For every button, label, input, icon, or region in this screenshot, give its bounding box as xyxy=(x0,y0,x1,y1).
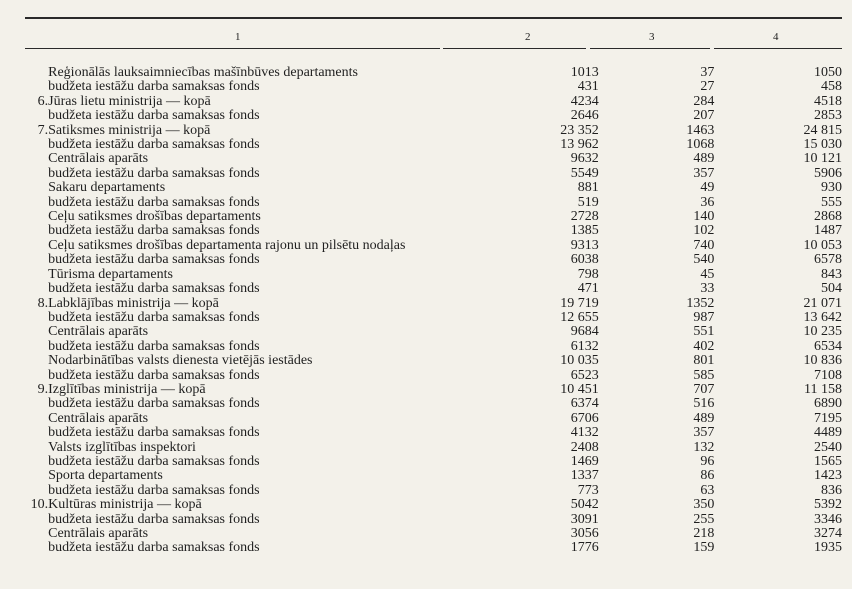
row-value-col4: 836 xyxy=(821,482,842,498)
row-value-col2: 4132 xyxy=(570,425,599,441)
row-label: budžeta iestāžu darba samaksas fonds xyxy=(48,482,260,498)
table-row xyxy=(20,167,842,181)
row-label: budžeta iestāžu darba samaksas fonds xyxy=(48,252,260,268)
row-value-col2: 881 xyxy=(577,180,599,196)
row-value-col3: 37 xyxy=(700,65,715,80)
row-value-col4: 11 158 xyxy=(804,381,842,397)
row-value-col3: 402 xyxy=(693,338,715,354)
row-value-col2: 19 719 xyxy=(560,295,599,311)
row-label: budžeta iestāžu darba samaksas fonds xyxy=(48,79,260,95)
row-number: 6. xyxy=(37,93,49,109)
row-value-col4: 2540 xyxy=(814,439,842,455)
row-label: budžeta iestāžu darba samaksas fonds xyxy=(48,223,260,239)
row-value-col2: 1013 xyxy=(570,65,599,80)
row-value-col4: 1423 xyxy=(814,468,842,484)
row-value-col3: 987 xyxy=(693,309,715,325)
row-value-col2: 2728 xyxy=(570,209,599,225)
row-value-col4: 4518 xyxy=(814,93,842,109)
row-number xyxy=(20,325,48,339)
header-col-2: 2 xyxy=(525,31,531,43)
table-row xyxy=(20,441,842,455)
header-rule-1 xyxy=(25,48,440,49)
row-value-col2: 1469 xyxy=(570,453,599,469)
row-number xyxy=(20,541,48,555)
row-number xyxy=(20,109,48,123)
row-value-col3: 585 xyxy=(693,367,715,383)
row-number xyxy=(20,196,48,210)
table-row xyxy=(20,541,842,555)
table-row xyxy=(20,239,842,253)
table-row xyxy=(20,138,842,152)
row-value-col3: 36 xyxy=(700,194,715,210)
table-row xyxy=(20,325,842,339)
row-value-col3: 540 xyxy=(693,252,715,268)
row-value-col3: 1352 xyxy=(686,295,715,311)
table-row xyxy=(20,484,842,498)
header-rule-3 xyxy=(590,48,710,49)
row-number xyxy=(20,340,48,354)
row-value-col4: 1487 xyxy=(814,223,842,239)
row-value-col3: 801 xyxy=(693,353,715,369)
row-value-col2: 6523 xyxy=(570,367,599,383)
row-value-col3: 132 xyxy=(693,439,715,455)
row-value-col3: 207 xyxy=(693,108,715,124)
table-row xyxy=(20,340,842,354)
row-value-col3: 740 xyxy=(693,237,715,253)
row-number xyxy=(20,138,48,152)
row-label: Nodarbinātības valsts dienesta vietējās iestādes xyxy=(48,353,313,369)
header-col-4: 4 xyxy=(773,31,779,43)
row-label: Satiksmes ministrija — kopā xyxy=(48,122,211,138)
row-value-col3: 516 xyxy=(693,396,715,412)
row-number xyxy=(20,484,48,498)
table-row xyxy=(20,66,842,80)
row-value-col2: 2646 xyxy=(570,108,599,124)
table-row xyxy=(20,196,842,210)
table-row xyxy=(20,455,842,469)
row-label: budžeta iestāžu darba samaksas fonds xyxy=(48,108,260,124)
row-value-col3: 489 xyxy=(693,410,715,426)
row-value-col2: 10 035 xyxy=(560,353,599,369)
table-row xyxy=(20,311,842,325)
row-value-col3: 707 xyxy=(693,381,715,397)
row-number xyxy=(20,253,48,267)
table-row xyxy=(20,253,842,267)
row-label: Centrālais aparāts xyxy=(48,324,149,340)
row-number: 9. xyxy=(37,381,49,397)
table-row xyxy=(20,224,842,238)
row-label: budžeta iestāžu darba samaksas fonds xyxy=(48,540,260,556)
header-col-3: 3 xyxy=(649,31,655,43)
row-value-col2: 4234 xyxy=(570,93,599,109)
row-value-col4: 504 xyxy=(821,281,842,297)
row-value-col4: 21 071 xyxy=(803,295,842,311)
table-row xyxy=(20,513,842,527)
row-label: Ceļu satiksmes drošības departaments xyxy=(48,209,261,225)
row-label: Jūras lietu ministrija — kopā xyxy=(48,93,211,109)
row-label: Centrālais aparāts xyxy=(48,151,149,167)
row-value-col4: 1935 xyxy=(814,540,842,556)
row-value-col2: 1337 xyxy=(570,468,599,484)
row-number xyxy=(20,469,48,483)
row-number xyxy=(20,210,48,224)
row-label: budžeta iestāžu darba samaksas fonds xyxy=(48,281,260,297)
table-header xyxy=(25,27,842,45)
row-value-col4: 5392 xyxy=(814,497,842,513)
row-value-col4: 3346 xyxy=(814,511,842,527)
table-row xyxy=(20,527,842,541)
row-label: Tūrisma departaments xyxy=(48,266,173,282)
row-value-col2: 471 xyxy=(577,281,599,297)
row-value-col3: 27 xyxy=(700,79,715,95)
row-number xyxy=(20,412,48,426)
row-value-col3: 63 xyxy=(700,482,715,498)
row-label: Valsts izglītības inspektori xyxy=(48,439,196,455)
row-number: 10. xyxy=(30,497,49,513)
row-value-col2: 9632 xyxy=(570,151,599,167)
row-number: 7. xyxy=(37,122,49,138)
row-value-col2: 1776 xyxy=(570,540,599,556)
row-value-col2: 9684 xyxy=(570,324,599,340)
table-row xyxy=(20,80,842,94)
row-value-col2: 2408 xyxy=(570,439,599,455)
row-value-col4: 10 836 xyxy=(803,353,842,369)
row-value-col3: 33 xyxy=(700,281,715,297)
row-value-col4: 10 053 xyxy=(803,237,842,253)
row-number xyxy=(20,527,48,541)
row-value-col3: 350 xyxy=(693,497,715,513)
row-number: 8. xyxy=(37,295,49,311)
table-row xyxy=(20,354,842,368)
row-value-col2: 3091 xyxy=(570,511,599,527)
table-row xyxy=(20,181,842,195)
row-number xyxy=(20,397,48,411)
row-label: Sakaru departaments xyxy=(48,180,166,196)
table-row xyxy=(20,383,842,397)
row-number xyxy=(20,513,48,527)
row-number xyxy=(20,354,48,368)
table-row xyxy=(20,210,842,224)
row-value-col4: 1565 xyxy=(814,453,842,469)
row-label: budžeta iestāžu darba samaksas fonds xyxy=(48,425,260,441)
table-row xyxy=(20,369,842,383)
row-value-col4: 843 xyxy=(821,266,842,282)
row-number xyxy=(20,369,48,383)
table-row xyxy=(20,297,842,311)
table-row xyxy=(20,268,842,282)
row-number xyxy=(20,441,48,455)
row-value-col4: 1050 xyxy=(814,65,842,80)
row-value-col4: 7195 xyxy=(814,410,842,426)
row-label: budžeta iestāžu darba samaksas fonds xyxy=(48,396,260,412)
row-number xyxy=(20,282,48,296)
row-label: budžeta iestāžu darba samaksas fonds xyxy=(48,367,260,383)
table-row xyxy=(20,109,842,123)
row-value-col4: 6578 xyxy=(814,252,842,268)
row-label: budžeta iestāžu darba samaksas fonds xyxy=(48,309,260,325)
row-value-col2: 6132 xyxy=(570,338,599,354)
row-value-col3: 140 xyxy=(693,209,715,225)
row-label: budžeta iestāžu darba samaksas fonds xyxy=(48,194,260,210)
row-value-col4: 458 xyxy=(821,79,842,95)
row-number xyxy=(20,167,48,181)
row-value-col2: 773 xyxy=(577,482,599,498)
table-row xyxy=(20,469,842,483)
row-value-col3: 45 xyxy=(700,266,715,282)
row-value-col2: 23 352 xyxy=(560,122,599,138)
row-value-col3: 255 xyxy=(693,511,715,527)
row-value-col4: 930 xyxy=(821,180,842,196)
row-value-col3: 218 xyxy=(693,526,715,541)
row-value-col4: 555 xyxy=(821,194,842,210)
row-label: budžeta iestāžu darba samaksas fonds xyxy=(48,511,260,527)
row-value-col4: 24 815 xyxy=(803,122,842,138)
row-value-col3: 284 xyxy=(693,93,715,109)
table-row xyxy=(20,397,842,411)
table-row xyxy=(20,95,842,109)
row-number xyxy=(20,455,48,469)
row-value-col2: 12 655 xyxy=(560,309,599,325)
row-value-col3: 489 xyxy=(693,151,715,167)
row-value-col2: 798 xyxy=(577,266,599,282)
row-value-col4: 5906 xyxy=(814,165,842,181)
row-label: budžeta iestāžu darba samaksas fonds xyxy=(48,165,260,181)
row-value-col2: 431 xyxy=(577,79,599,95)
row-label: Kultūras ministrija — kopā xyxy=(48,497,202,513)
table-row xyxy=(20,152,842,166)
row-number xyxy=(20,426,48,440)
row-number xyxy=(20,239,48,253)
row-number xyxy=(20,224,48,238)
row-number xyxy=(20,152,48,166)
data-table xyxy=(20,66,842,556)
row-label: Centrālais aparāts xyxy=(48,526,149,541)
table-row xyxy=(20,282,842,296)
row-value-col2: 10 451 xyxy=(560,381,599,397)
row-value-col2: 1385 xyxy=(570,223,599,239)
row-value-col2: 9313 xyxy=(570,237,599,253)
row-value-col3: 1068 xyxy=(686,137,715,153)
row-value-col2: 5042 xyxy=(570,497,599,513)
row-number xyxy=(20,66,48,80)
row-label: Sporta departaments xyxy=(48,468,163,484)
row-value-col4: 2853 xyxy=(814,108,842,124)
row-value-col3: 86 xyxy=(700,468,715,484)
row-number xyxy=(20,268,48,282)
row-value-col3: 96 xyxy=(700,453,715,469)
top-rule xyxy=(25,17,842,19)
row-value-col2: 6374 xyxy=(570,396,599,412)
row-value-col3: 49 xyxy=(700,180,715,196)
row-value-col2: 6038 xyxy=(570,252,599,268)
row-value-col3: 1463 xyxy=(686,122,715,138)
row-value-col2: 3056 xyxy=(570,526,599,541)
row-value-col3: 551 xyxy=(693,324,715,340)
table-row xyxy=(20,124,842,138)
row-value-col2: 5549 xyxy=(570,165,599,181)
row-value-col4: 15 030 xyxy=(803,137,842,153)
row-value-col3: 102 xyxy=(693,223,715,239)
header-rule-4 xyxy=(714,48,842,49)
row-value-col4: 6890 xyxy=(814,396,842,412)
row-value-col3: 357 xyxy=(693,165,715,181)
table-body xyxy=(20,66,842,556)
row-label: Ceļu satiksmes drošības departamenta rajonu un pilsētu nodaļas xyxy=(48,237,406,253)
table-row xyxy=(20,426,842,440)
row-value-col2: 6706 xyxy=(570,410,599,426)
row-value-col2: 13 962 xyxy=(560,137,599,153)
header-col-1: 1 xyxy=(235,31,241,43)
row-value-col3: 159 xyxy=(693,540,715,556)
row-label: Centrālais aparāts xyxy=(48,410,149,426)
table-row xyxy=(20,498,842,512)
row-value-col4: 7108 xyxy=(814,367,842,383)
row-label: budžeta iestāžu darba samaksas fonds xyxy=(48,338,260,354)
row-label: budžeta iestāžu darba samaksas fonds xyxy=(48,453,260,469)
row-number xyxy=(20,80,48,94)
row-value-col2: 519 xyxy=(577,194,599,210)
row-label: Labklājības ministrija — kopā xyxy=(48,295,219,311)
row-label: Reģionālās lauksaimniecības mašīnbūves departaments xyxy=(48,65,358,80)
row-number xyxy=(20,181,48,195)
table-row xyxy=(20,412,842,426)
row-value-col4: 4489 xyxy=(814,425,842,441)
row-value-col4: 13 642 xyxy=(803,309,842,325)
row-value-col4: 10 235 xyxy=(803,324,842,340)
row-value-col4: 10 121 xyxy=(803,151,842,167)
row-label: budžeta iestāžu darba samaksas fonds xyxy=(48,137,260,153)
row-label: Izglītības ministrija — kopā xyxy=(48,381,206,397)
row-value-col4: 6534 xyxy=(814,338,842,354)
row-value-col3: 357 xyxy=(693,425,715,441)
row-value-col4: 2868 xyxy=(814,209,842,225)
row-value-col4: 3274 xyxy=(814,526,842,541)
header-rule-2 xyxy=(443,48,586,49)
row-number xyxy=(20,311,48,325)
